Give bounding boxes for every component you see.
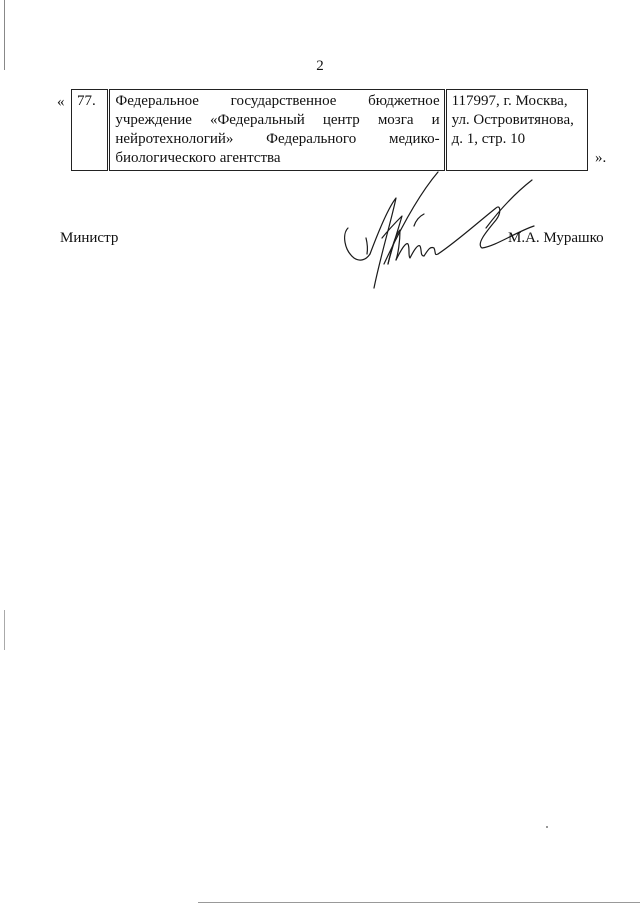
signatory-name: М.А. Мурашко — [508, 230, 604, 246]
signature-stroke — [414, 214, 424, 226]
signature-stroke — [370, 198, 396, 288]
address-line: д. 1, стр. 10 — [451, 131, 526, 147]
scan-speck — [546, 826, 548, 828]
scan-edge-mark — [4, 610, 5, 650]
closing-quote: ». — [595, 150, 607, 166]
address-line: ул. Островитянова, — [451, 112, 574, 128]
signature-stroke — [345, 228, 370, 260]
signature-stroke — [366, 238, 367, 254]
signature-stroke — [486, 180, 532, 228]
institution-table — [71, 89, 588, 171]
institution-address — [445, 90, 587, 171]
address-line: 117997, г. Москва, — [451, 93, 568, 109]
opening-quote: « — [57, 94, 65, 110]
row-number: 77. — [72, 90, 109, 171]
signature-stroke — [396, 244, 438, 260]
page-number: 2 — [316, 58, 324, 74]
signatory-title: Министр — [60, 230, 119, 246]
scan-bottom-edge — [198, 902, 640, 903]
institution-name: Федеральное государственное бюджетное учреждение «Федеральный центр мозга и нейротехнологий» Федерального медико-биологического агентства — [109, 90, 445, 171]
table-row — [72, 90, 588, 171]
